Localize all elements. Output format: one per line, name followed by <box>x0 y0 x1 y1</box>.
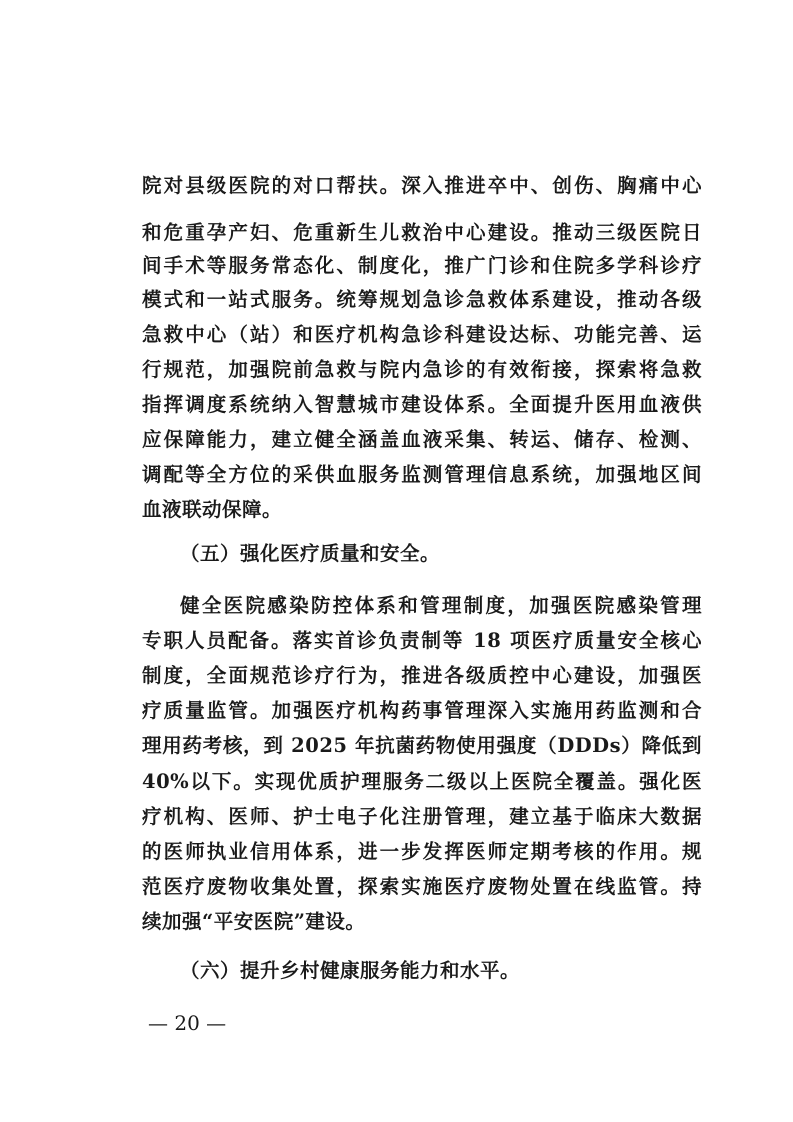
body-text-line: 40%以下。实现优质护理服务二级以上医院全覆盖。强化医 <box>142 770 702 793</box>
body-text-line: 血液联动保障。 <box>142 498 283 521</box>
body-text-line: 模式和一站式服务。统筹规划急诊急救体系建设，推动各级 <box>142 288 702 311</box>
body-text-line: 健全医院感染防控体系和管理制度，加强医院感染管理 <box>180 594 702 617</box>
body-text-line: 调配等全方位的采供血服务监测管理信息系统，加强地区间 <box>142 463 702 486</box>
body-text-line: 范医疗废物收集处置，探索实施医疗废物处置在线监管。持 <box>142 875 702 898</box>
page-number: — 20 — <box>148 1011 227 1035</box>
body-text-line: 的医师执业信用体系，进一步发挥医师定期考核的作用。规 <box>142 840 702 863</box>
body-text-line: 理用药考核，到 2025 年抗菌药物使用强度（DDDs）降低到 <box>142 734 702 757</box>
body-text-line: 制度，全面规范诊疗行为，推进各级质控中心建设，加强医 <box>142 664 702 687</box>
body-text-line: 院对县级医院的对口帮扶。深入推进卒中、创伤、胸痛中心 <box>142 174 702 197</box>
body-text-line: 急救中心（站）和医疗机构急诊科建设达标、功能完善、运 <box>142 323 702 346</box>
body-text-line: 间手术等服务常态化、制度化，推广门诊和住院多学科诊疗 <box>142 254 702 277</box>
section-heading: （六）提升乡村健康服务能力和水平。 <box>180 959 521 982</box>
body-text-line: 疗机构、医师、护士电子化注册管理，建立基于临床大数据 <box>142 805 702 828</box>
body-text-line: 应保障能力，建立健全涵盖血液采集、转运、储存、检测、 <box>142 428 702 451</box>
section-heading: （五）强化医疗质量和安全。 <box>180 542 441 565</box>
body-text-line: 和危重孕产妇、危重新生儿救治中心建设。推动三级医院日 <box>142 221 702 244</box>
body-text-line: 专职人员配备。落实首诊负责制等 18 项医疗质量安全核心 <box>142 629 702 652</box>
body-text-line: 续加强“平安医院”建设。 <box>142 910 366 933</box>
body-text-line: 指挥调度系统纳入智慧城市建设体系。全面提升医用血液供 <box>142 393 702 416</box>
body-text-line: 行规范，加强院前急救与院内急诊的有效衔接，探索将急救 <box>142 358 702 381</box>
body-text-line: 疗质量监管。加强医疗机构药事管理深入实施用药监测和合 <box>142 699 702 722</box>
